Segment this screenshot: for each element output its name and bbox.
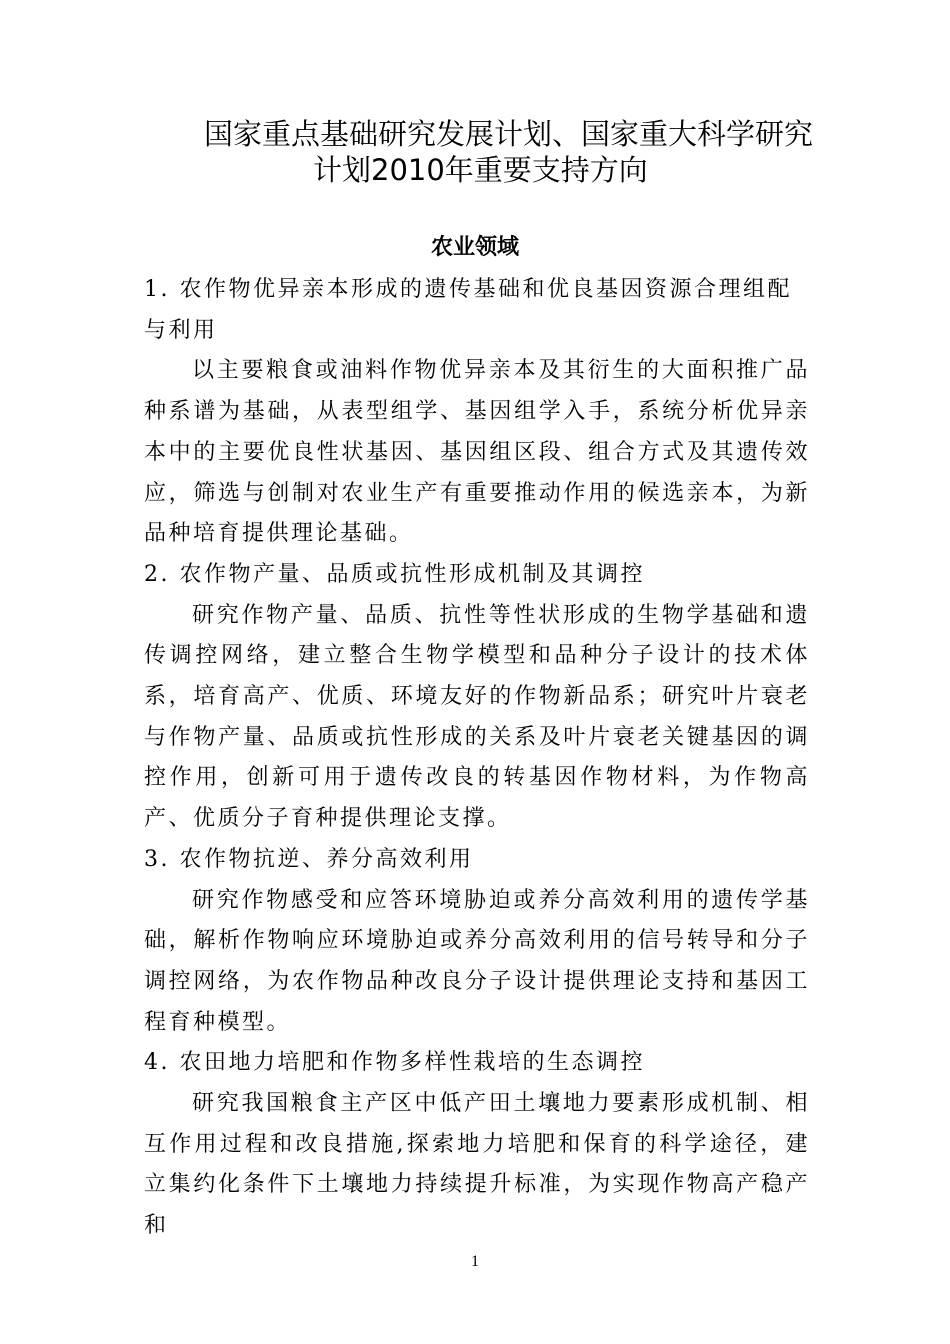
document-body: [144, 270, 810, 1247]
item-paragraph: 研究作物感受和应答环境胁迫或养分高效利用的遗传学基础，解析作物响应环境胁迫或养分高效利用的信号转导和分子调控网络，为农作物品种改良分子设计提供理论支持和基因工程育种模型。: [144, 887, 810, 1035]
item-heading: 3. 农作物抗逆、养分高效利用: [144, 846, 474, 872]
item-heading: 2. 农作物产量、品质或抗性形成机制及其调控: [144, 561, 645, 587]
document-title-line-1: 国家重点基础研究发展计划、国家重大科学研究: [204, 117, 814, 151]
item-heading: 4. 农田地力培肥和作物多样性栽培的生态调控: [144, 1050, 645, 1076]
item-paragraph: 研究作物产量、品质、抗性等性状形成的生物学基础和遗传调控网络，建立整合生物学模型和品种分子设计的技术体系，培育高产、优质、环境友好的作物新品系；研究叶片衰老与作物产量、品质或抗性形成的关系及叶片衰老关键基因的调控作用，创新可用于遗传改良的转基因作物材料，为作物高产、优质分子育种提供理论支撑。: [144, 602, 810, 832]
list-item: [144, 270, 810, 555]
list-item: [144, 555, 810, 840]
section-heading: 农业领域: [430, 234, 519, 260]
document-title-line-2: 计划2010年重要支持方向: [313, 153, 648, 187]
list-item: [144, 840, 810, 1044]
item-paragraph: 以主要粮食或油料作物优异亲本及其衍生的大面积推广品种系谱为基础，从表型组学、基因组学入手，系统分析优异亲本中的主要优良性状基因、基因组区段、组合方式及其遗传效应，筛选与创制对农业生产有重要推动作用的候选亲本，为新品种培育提供理论基础。: [144, 358, 810, 547]
item-paragraph: 研究我国粮食主产区中低产田土壤地力要素形成机制、相互作用过程和改良措施,探索地力培肥和保育的科学途径，建立集约化条件下土壤地力持续提升标准，为实现作物高产稳产和: [144, 1091, 810, 1239]
item-heading: 1. 农作物优异亲本形成的遗传基础和优良基因资源合理组配与利用: [144, 277, 792, 343]
page-number: 1: [471, 1253, 479, 1270]
list-item: [144, 1043, 810, 1247]
